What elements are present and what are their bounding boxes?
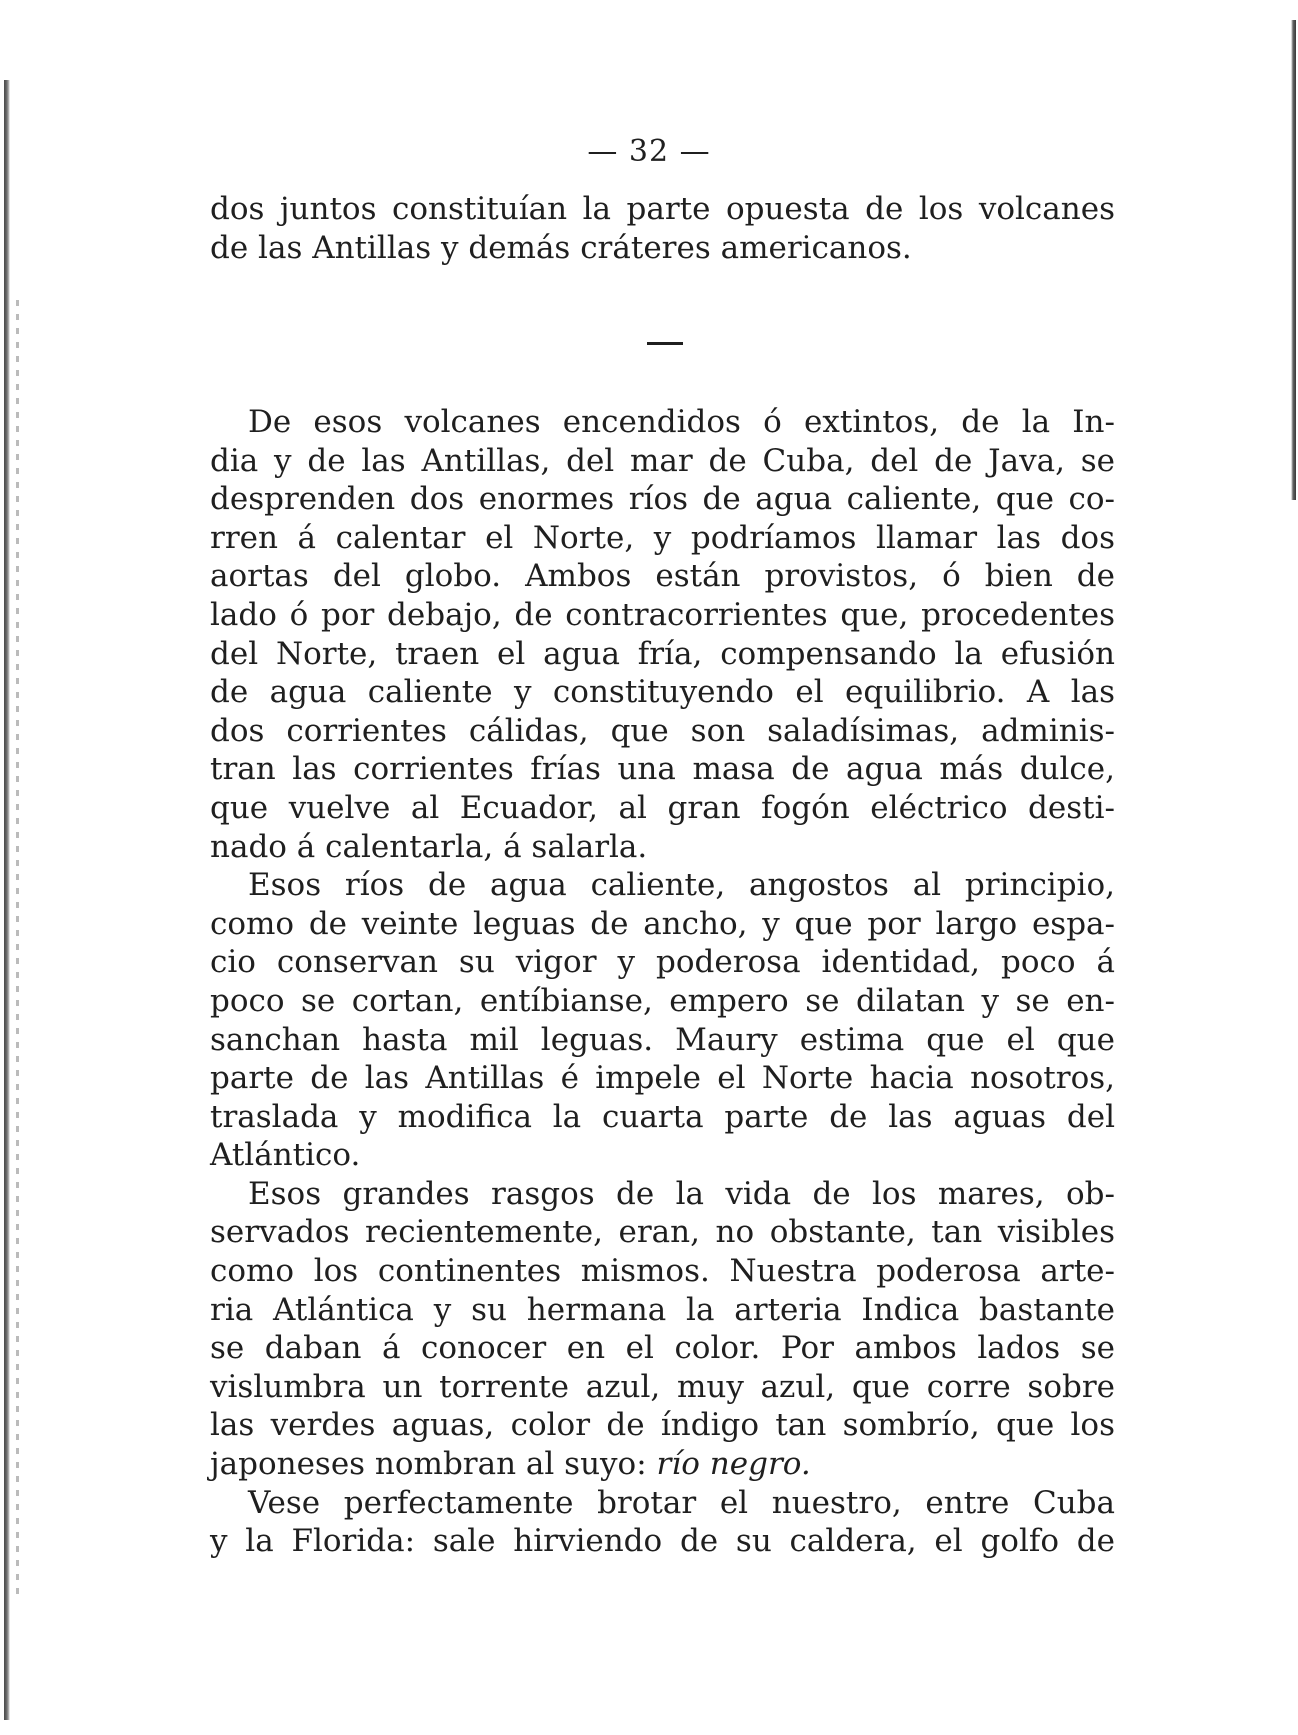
text-line: traslada y modifica la cuarta parte de las aguas del	[210, 1098, 1115, 1135]
text-line: que vuelve al Ecuador, al gran fogón eléctrico desti-	[210, 789, 1115, 826]
italic-text-fragment: río negro.	[656, 1446, 811, 1483]
text-line: ria Atlántica y su hermana la arteria Indica bastante	[210, 1291, 1115, 1328]
text-line: cio conservan su vigor y poderosa identidad, poco á	[210, 944, 1115, 981]
text-line: poco se cortan, entíbianse, empero se dilatan y se en-	[210, 982, 1115, 1019]
right-edge-shadow	[1291, 20, 1296, 500]
binding-edge-texture	[16, 300, 19, 1600]
text-line: del Norte, traen el agua fría, compensando la efusión	[210, 635, 1115, 672]
text-line: Esos ríos de agua caliente, angostos al principio,	[248, 867, 1115, 904]
binding-edge-shadow	[4, 80, 10, 1720]
section-separator	[647, 342, 683, 345]
text-line: rren á calentar el Norte, y podríamos llamar las dos	[210, 519, 1115, 556]
text-line: dos corrientes cálidas, que son saladísimas, adminis-	[210, 712, 1115, 749]
text-line: como los continentes mismos. Nuestra poderosa arte-	[210, 1253, 1115, 1290]
text-line: tran las corrientes frías una masa de agua más dulce,	[210, 751, 1115, 788]
text-line: De esos volcanes encendidos ó extintos, de la In-	[248, 404, 1115, 440]
text-line: dos juntos constituían la parte opuesta de los volcanes	[210, 191, 1115, 227]
text-fragment: japoneses nombran al suyo:	[210, 1446, 657, 1483]
text-line: Vese perfectamente brotar el nuestro, entre Cuba	[248, 1484, 1115, 1521]
text-line: de las Antillas y demás cráteres americanos.	[210, 229, 912, 266]
text-line: sanchan hasta mil leguas. Maury estima que el que	[210, 1021, 1115, 1058]
text-line: de agua caliente y constituyendo el equilibrio. A las	[210, 674, 1115, 711]
text-line	[210, 1445, 1115, 1484]
text-line: Esos grandes rasgos de la vida de los mares, ob-	[248, 1175, 1115, 1212]
text-line: Atlántico.	[210, 1137, 361, 1174]
text-line: y la Florida: sale hirviendo de su caldera, el golfo de	[210, 1523, 1115, 1560]
main-body-text	[210, 403, 1115, 1561]
text-line: dia y de las Antillas, del mar de Cuba, del de Java, se	[210, 442, 1115, 479]
text-line: servados recientemente, eran, no obstante, tan visibles	[210, 1214, 1115, 1251]
page-number: — 32 —	[587, 134, 711, 169]
text-line: lado ó por debajo, de contracorrientes que, procedentes	[210, 596, 1115, 633]
text-line: parte de las Antillas é impele el Norte hacia nosotros,	[210, 1060, 1115, 1097]
text-line: como de veinte leguas de ancho, y que por largo espa-	[210, 905, 1115, 942]
text-line: nado á calentarla, á salarla.	[210, 828, 648, 865]
text-line: las verdes aguas, color de índigo tan sombrío, que los	[210, 1407, 1115, 1444]
top-paragraph	[210, 190, 1115, 267]
text-line: se daban á conocer en el color. Por ambos lados se	[210, 1330, 1115, 1367]
text-line: desprenden dos enormes ríos de agua caliente, que co-	[210, 481, 1115, 518]
text-line: vislumbra un torrente azul, muy azul, que corre sobre	[210, 1368, 1115, 1405]
text-line: aortas del globo. Ambos están provistos, ó bien de	[210, 558, 1115, 595]
